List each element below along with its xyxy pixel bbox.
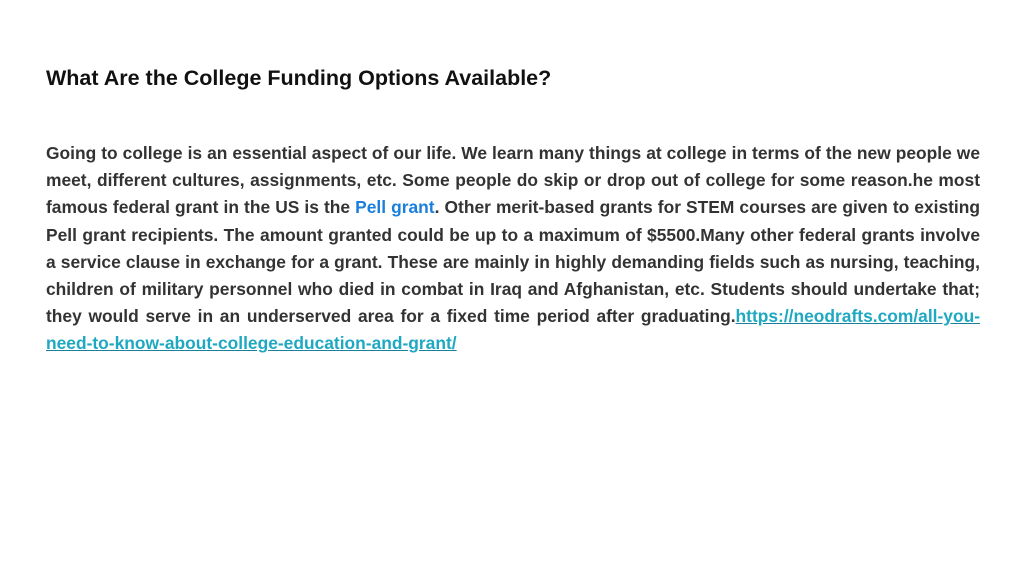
paragraph-text-part2: . Other merit-based grants for STEM courses are given to existing Pell grant recipients. The amount granted could be up to a maximum of $5500.Many other federal grants involve a service clause in exchange for a grant. These are mainly in highly demanding fields such as nursing, teaching, children of military personnel who died in combat in Iraq and Afghanistan, etc. Students should undertake that; they would serve in an underserved area for a fixed time period after graduating. xyxy=(46,197,981,327)
slide-title: What Are the College Funding Options Available? xyxy=(46,66,552,90)
source-url-link[interactable]: https://neodrafts.com/all-you-need-to-know-about-college-education-and-grant/ xyxy=(46,306,980,354)
pell-grant-link[interactable]: Pell grant xyxy=(355,197,435,218)
paragraph-text-part1: Going to college is an essential aspect of our life. We learn many things at college in terms of the new people we meet, different cultures, assignments, etc. Some people do skip or drop out of college for some reason.he most famous federal grant in the US is the xyxy=(46,143,980,218)
body-paragraph xyxy=(46,140,980,358)
